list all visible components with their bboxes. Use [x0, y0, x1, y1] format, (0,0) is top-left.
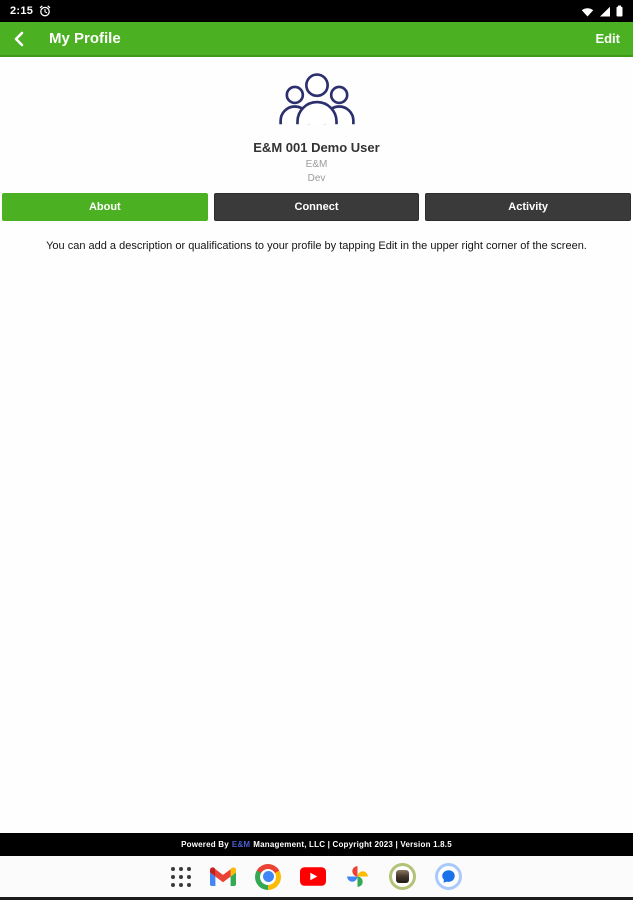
- back-button[interactable]: [13, 31, 24, 47]
- dock: [0, 856, 633, 897]
- app-drawer-icon[interactable]: [171, 867, 191, 887]
- youtube-icon[interactable]: [300, 867, 326, 886]
- gmail-icon[interactable]: [210, 867, 236, 887]
- back-chevron-icon: [13, 31, 24, 47]
- footer-copyright-version: Management, LLC | Copyright 2023 | Version 1.8.5: [253, 840, 452, 849]
- camera-app-icon[interactable]: [389, 863, 416, 890]
- profile-display-name: E&M 001 Demo User: [253, 140, 380, 155]
- edit-button[interactable]: Edit: [595, 31, 620, 46]
- alarm-icon: [39, 5, 51, 17]
- page-title: My Profile: [49, 30, 121, 47]
- tab-about[interactable]: About: [2, 193, 208, 221]
- footer-brand: E&M: [231, 840, 251, 849]
- status-bar: [0, 0, 633, 22]
- tab-activity[interactable]: Activity: [425, 193, 631, 221]
- app-bar: [0, 22, 633, 57]
- wifi-icon: [581, 6, 594, 17]
- footer-powered-by: Powered By: [181, 840, 229, 849]
- about-description: You can add a description or qualifications to your profile by tapping Edit in the upper right corner of the screen.: [46, 240, 587, 252]
- profile-tabs: [2, 193, 631, 221]
- tab-connect[interactable]: Connect: [214, 193, 420, 221]
- status-bar-left: [10, 5, 51, 17]
- battery-icon: [616, 5, 623, 17]
- profile-environment: Dev: [307, 173, 326, 184]
- chrome-icon[interactable]: [255, 864, 281, 890]
- apps-grid-icon: [171, 867, 191, 887]
- signal-icon: [599, 6, 611, 17]
- messages-icon[interactable]: [435, 863, 462, 890]
- footer-bar: [0, 833, 633, 856]
- status-time: 2:15: [10, 5, 34, 17]
- profile-organization: E&M: [305, 159, 328, 170]
- people-group-icon: [277, 71, 357, 131]
- google-photos-icon[interactable]: [345, 864, 370, 889]
- status-bar-right: [581, 5, 623, 17]
